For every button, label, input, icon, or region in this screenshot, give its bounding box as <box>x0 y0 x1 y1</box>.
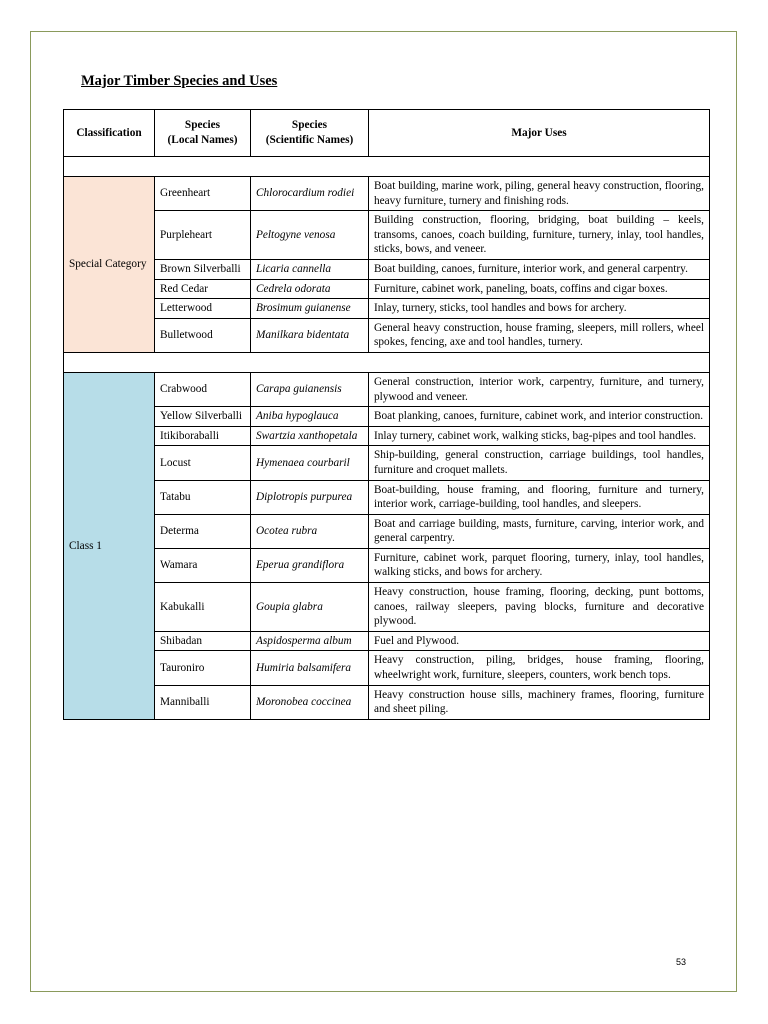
header-scientific-names <box>251 110 369 157</box>
table-row <box>64 514 710 548</box>
table-row <box>64 480 710 514</box>
local-name-cell: Greenheart <box>155 177 251 211</box>
table-row <box>64 583 710 632</box>
table-row <box>64 446 710 480</box>
table-row <box>64 372 710 406</box>
major-uses-cell: General heavy construction, house framing, sleepers, mill rollers, wheel spokes, fencing, axe and tool handles, turnery. <box>369 318 710 352</box>
local-name-cell: Shibadan <box>155 631 251 651</box>
header-local-names <box>155 110 251 157</box>
local-name-cell: Crabwood <box>155 372 251 406</box>
major-uses-cell: Boat planking, canoes, furniture, cabinet work, and interior construction. <box>369 407 710 427</box>
major-uses-cell: Heavy construction house sills, machinery frames, flooring, furniture and sheet piling. <box>369 685 710 719</box>
major-uses-cell: Boat building, marine work, piling, general heavy construction, flooring, heavy furniture, turnery and finishing rods. <box>369 177 710 211</box>
header-local-line2: (Local Names) <box>167 134 238 146</box>
table-row <box>64 177 710 211</box>
scientific-name-cell: Diplotropis purpurea <box>251 480 369 514</box>
major-uses-cell: Inlay, turnery, sticks, tool handles and bows for archery. <box>369 299 710 319</box>
table-row <box>64 299 710 319</box>
major-uses-cell: Boat and carriage building, masts, furniture, carving, interior work, and general carpentry. <box>369 514 710 548</box>
major-uses-cell: Boat-building, house framing, and flooring, furniture and turnery, interior work, carriage-building, tool handles, and sleepers. <box>369 480 710 514</box>
header-scientific-line1: Species <box>291 119 328 132</box>
scientific-name-cell: Aspidosperma album <box>251 631 369 651</box>
classification-cell: Special Category <box>64 177 155 353</box>
table-header-row <box>64 110 710 157</box>
scientific-name-cell: Aniba hypoglauca <box>251 407 369 427</box>
major-uses-cell: Fuel and Plywood. <box>369 631 710 651</box>
scientific-name-cell: Licaria cannella <box>251 259 369 279</box>
major-uses-cell: Inlay turnery, cabinet work, walking sticks, bag-pipes and tool handles. <box>369 426 710 446</box>
local-name-cell: Tauroniro <box>155 651 251 685</box>
major-uses-cell: General construction, interior work, carpentry, furniture, and turnery, plywood and veneer. <box>369 372 710 406</box>
major-uses-cell: Furniture, cabinet work, parquet flooring, turnery, inlay, tool handles, walking sticks, and bows for archery. <box>369 548 710 582</box>
classification-cell: Class 1 <box>64 372 155 719</box>
spacer-row <box>64 352 710 372</box>
major-uses-cell: Boat building, canoes, furniture, interior work, and general carpentry. <box>369 259 710 279</box>
header-major-uses: Major Uses <box>369 110 710 157</box>
table-row <box>64 426 710 446</box>
scientific-name-cell: Goupia glabra <box>251 583 369 632</box>
table-body <box>64 157 710 720</box>
table-row <box>64 548 710 582</box>
local-name-cell: Tatabu <box>155 480 251 514</box>
major-uses-cell: Heavy construction, piling, bridges, house framing, flooring, wheelwright work, furniture, sleepers, counters, work bench tops. <box>369 651 710 685</box>
scientific-name-cell: Manilkara bidentata <box>251 318 369 352</box>
header-scientific-line2: (Scientific Names) <box>265 134 354 146</box>
local-name-cell: Manniballi <box>155 685 251 719</box>
table-row <box>64 259 710 279</box>
spacer-cell <box>64 157 710 177</box>
page-number: 53 <box>676 957 687 967</box>
local-name-cell: Wamara <box>155 548 251 582</box>
local-name-cell: Kabukalli <box>155 583 251 632</box>
spacer-row <box>64 157 710 177</box>
spacer-cell <box>64 352 710 372</box>
local-name-cell: Itikiboraballi <box>155 426 251 446</box>
major-uses-cell: Furniture, cabinet work, paneling, boats, coffins and cigar boxes. <box>369 279 710 299</box>
header-classification: Classification <box>64 110 155 157</box>
table-row <box>64 211 710 260</box>
scientific-name-cell: Swartzia xanthopetala <box>251 426 369 446</box>
local-name-cell: Red Cedar <box>155 279 251 299</box>
scientific-name-cell: Chlorocardium rodiei <box>251 177 369 211</box>
scientific-name-cell: Humiria balsamifera <box>251 651 369 685</box>
scientific-name-cell: Ocotea rubra <box>251 514 369 548</box>
page-title: Major Timber Species and Uses <box>81 73 278 89</box>
scientific-name-cell: Eperua grandiflora <box>251 548 369 582</box>
major-uses-cell: Heavy construction, house framing, flooring, decking, punt bottoms, canoes, railway sleepers, paving blocks, furniture and decorative plywood. <box>369 583 710 632</box>
table-row <box>64 651 710 685</box>
scientific-name-cell: Cedrela odorata <box>251 279 369 299</box>
major-uses-cell: Building construction, flooring, bridging, boat building – keels, transoms, canoes, coach building, furniture, turnery, inlay, tool handles, sticks, bows, and veneer. <box>369 211 710 260</box>
table-row <box>64 279 710 299</box>
local-name-cell: Yellow Silverballi <box>155 407 251 427</box>
scientific-name-cell: Moronobea coccinea <box>251 685 369 719</box>
timber-species-table <box>63 109 710 720</box>
local-name-cell: Locust <box>155 446 251 480</box>
header-local-line1: Species <box>184 119 221 132</box>
scientific-name-cell: Hymenaea courbaril <box>251 446 369 480</box>
table-row <box>64 318 710 352</box>
local-name-cell: Letterwood <box>155 299 251 319</box>
table-row <box>64 685 710 719</box>
scientific-name-cell: Brosimum guianense <box>251 299 369 319</box>
major-uses-cell: Ship-building, general construction, carriage buildings, tool handles, furniture and croquet mallets. <box>369 446 710 480</box>
local-name-cell: Bulletwood <box>155 318 251 352</box>
scientific-name-cell: Carapa guianensis <box>251 372 369 406</box>
scientific-name-cell: Peltogyne venosa <box>251 211 369 260</box>
table-row <box>64 407 710 427</box>
local-name-cell: Purpleheart <box>155 211 251 260</box>
local-name-cell: Determa <box>155 514 251 548</box>
table-row <box>64 631 710 651</box>
local-name-cell: Brown Silverballi <box>155 259 251 279</box>
